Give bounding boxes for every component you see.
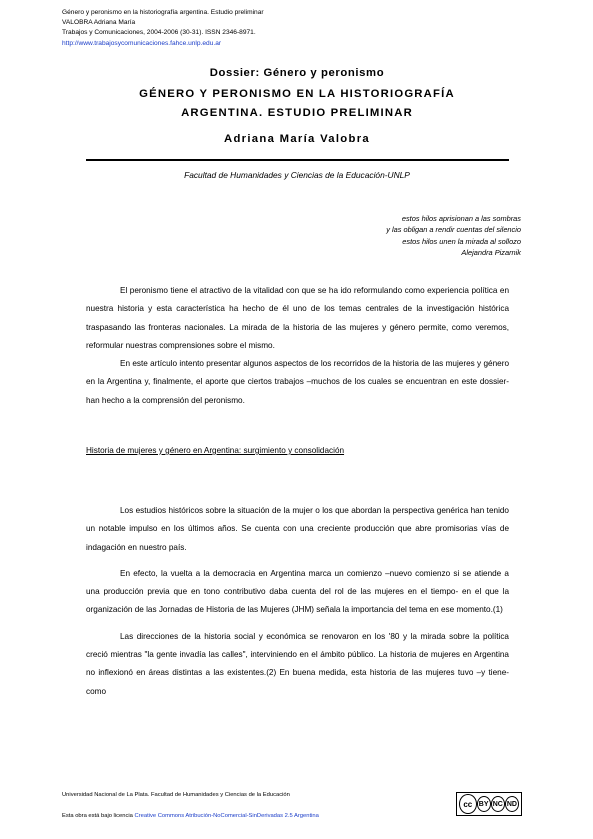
article-title-line-2: ARGENTINA. ESTUDIO PRELIMINAR (181, 107, 413, 119)
section-paragraph-1: Los estudios históricos sobre la situación de la mujer o los que abordan la perspectiva genérica han tenido un notable impulso en los últimos años. Se cuenta con una creciente producción que abre promisorias vías de indagación en nuestro país. (86, 506, 509, 552)
epigraph (386, 213, 521, 259)
noderivatives-icon: ND (505, 796, 519, 812)
license-link[interactable]: Creative Commons Atribución-NoComercial-SinDerivadas 2.5 Argentina (134, 813, 319, 819)
article-title (62, 85, 532, 123)
title-divider (86, 159, 509, 161)
article-title-line-1: GÉNERO Y PERONISMO EN LA HISTORIOGRAFÍA (139, 88, 455, 100)
section-body (86, 502, 509, 709)
affiliation: Facultad de Humanidades y Ciencias de la Educación-UNLP (184, 170, 410, 180)
section-heading: Historia de mujeres y género en Argentina: surgimiento y consolidación (86, 446, 345, 455)
title-block (62, 66, 532, 146)
intro-paragraph-2: En este artículo intento presentar algunos aspectos de los recorridos de la historia de las mujeres y género en la Argentina y, finalmente, el aporte que ciertos trabajos –muchos de los cuales se encuentran en este dossier- han hecho a la comprensión del peronismo. (86, 359, 509, 405)
license-prefix: Esta obra está bajo licencia (62, 813, 135, 819)
intro-section (86, 282, 509, 410)
cc-license-badge[interactable] (456, 792, 522, 816)
citation-header (62, 8, 264, 49)
license-notice (62, 813, 319, 819)
cc-icon: cc (459, 794, 477, 814)
citation-author: VALOBRA Adriana María (62, 19, 136, 27)
citation-journal: Trabajos y Comunicaciones, 2004-2006 (30-31). ISSN 2346-8971. (62, 29, 256, 37)
attribution-icon: BY (477, 796, 491, 812)
citation-title: Género y peronismo en la historiografía argentina. Estudio preliminar (62, 9, 264, 16)
institution-footer: Universidad Nacional de La Plata. Facultad de Humanidades y Ciencias de la Educación (62, 792, 290, 798)
section-paragraph-3: Las direcciones de la historia social y económica se renovaron en los '80 y la mirada sobre la política creció mientras "la gente invadía las calles", interviniendo en el ámbito público. La historia de mujeres en Argentina no inflexionó en áreas distintas a las existentes.(2) En buena medida, esta historia de las mujeres tuvo –y tiene- como (86, 631, 509, 696)
author-name: Adriana María Valobra (224, 133, 370, 145)
noncommercial-icon: NC (491, 796, 505, 812)
epigraph-attribution: Alejandra Pizarnik (461, 248, 521, 258)
epigraph-line-2: y las obligan a rendir cuentas del silencio (386, 225, 521, 235)
epigraph-line-3: estos hilos unen la mirada al sollozo (402, 236, 521, 246)
epigraph-line-1: estos hilos aprisionan a las sombras (401, 214, 521, 223)
journal-link[interactable]: http://www.trabajosycomunicaciones.fahce.unlp.edu.ar (62, 39, 222, 47)
intro-paragraph-1: El peronismo tiene el atractivo de la vitalidad con que se ha ido reformulando como experiencia política en nuestra historia y esta característica ha hecho de él uno de los temas centrales de la investigación histórica traspasando las fronteras nacionales. La mirada de la historia de las mujeres y género permite, como veremos, reformular nuestras comprensiones sobre el mismo. (86, 286, 509, 350)
dossier-label: Dossier: Género y peronismo (209, 67, 385, 79)
section-paragraph-2: En efecto, la vuelta a la democracia en Argentina marca un comienzo –nuevo comienzo si se atiende a una producción previa que en tono contributivo daba cuenta del rol de las mujeres en el tiempo- en el que la organización de las Jornadas de Historia de las Mujeres (JHM) señala la importancia del tema en ese momento.(1) (86, 568, 509, 615)
